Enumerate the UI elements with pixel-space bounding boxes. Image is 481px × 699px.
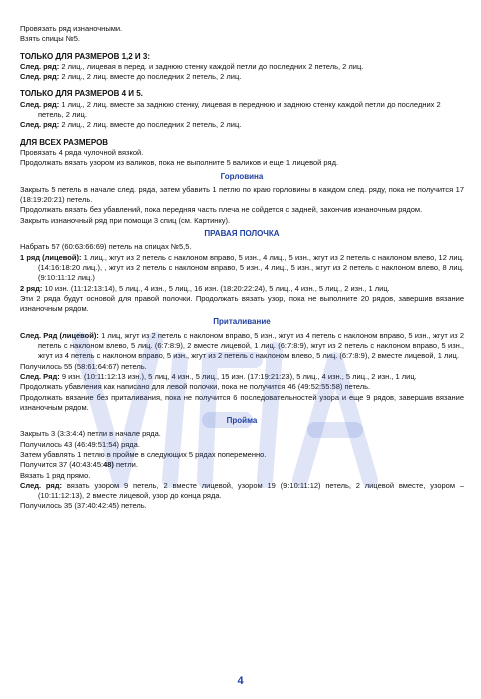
page-number: 4	[237, 675, 244, 687]
row-text: 2 лиц., 2 лиц. вместе до последних 2 петель, 2 лиц.	[61, 120, 242, 130]
instruction-row	[20, 120, 464, 130]
section-heading-sizes-4-5: ТОЛЬКО ДЛЯ РАЗМЕРОВ 4 И 5.	[20, 89, 143, 99]
instruction-row	[20, 331, 464, 362]
row-label: След. ряд:	[20, 72, 60, 82]
row-label: След. ряд:	[20, 61, 60, 71]
paragraph: Продолжать вязание без приталивания, пока не получится 6 последовательностей узора и еще 9 рядов, завершив вязание изнаночным рядом.	[20, 392, 464, 412]
paragraph: Вязать 1 ряд прямо.	[20, 470, 91, 480]
section-heading-all-sizes: ДЛЯ ВСЕХ РАЗМЕРОВ	[20, 137, 109, 147]
section-title-armhole: Пройма	[226, 416, 258, 426]
instruction-row	[20, 72, 464, 82]
row-label: След. ряд:	[20, 480, 63, 490]
paragraph: Закрыть 5 петель в начале след. ряда, затем убавить 1 петлю по краю горловины в каждом след. ряду, пока не получится 17 (18:19:20:21) петель.	[20, 184, 464, 205]
row-label: 2 ряд:	[20, 283, 43, 293]
row-label: След. Ряд (лицевой):	[20, 330, 99, 340]
row-text: 9 изн. (10:11:12:13 изн.), 5 лиц, 4 изн., 5 лиц., 15 изн. (17:19:21:23), 5 лиц., 4 изн., 5 лиц., 2 изн., 1 лиц.	[61, 371, 417, 381]
instruction-row	[20, 253, 464, 284]
section-title-neckline: Горловина	[220, 171, 264, 181]
text-fragment: Получится 37 (40:43:45:	[20, 460, 104, 470]
paragraph: Закрыть изнаночный ряд при помощи 3 спиц (см. Картинку).	[20, 215, 231, 225]
section-title-shaping: Приталивание	[213, 317, 271, 327]
paragraph: Получилось 43 (46:49:51:54) ряда.	[20, 439, 140, 449]
paragraph: Получилось 35 (37:40:42:45) петель.	[20, 501, 147, 511]
paragraph: Провязать 4 ряда чулочной вязкой.	[20, 147, 144, 157]
row-text: 2 лиц., 2 лиц. вместе до последних 2 петель, 2 лиц.	[61, 72, 242, 82]
row-text: 1 лиц, жгут из 2 петель с наклоном вправо, 5 изн., жгут из 4 петель с наклоном вправо, 5 изн., жгут из 2 петель с наклоном влево, 5 лиц. (6:7:8:9), 2 вместе лицевой, 1 лиц. (6:7:8:9), жгут из 2 петель с наклоном вправо, 5 изн., жгут из 4 петель с наклоном вправо, 5 изн., жгут из 2 петель с наклоном влево, 5 лиц. (6:7:8:9), 2 вместе лицевой, 1 лиц.	[38, 330, 464, 361]
paragraph: Закрыть 3 (3:3:4:4) петли в начале ряда.	[20, 429, 161, 439]
instruction-row	[20, 372, 464, 382]
instruction-row	[20, 100, 464, 121]
row-text: 1 лиц., жгут из 2 петель с наклоном вправо, 5 изн., 4 лиц., 5 изн., жгут из 2 петель с наклоном влево, 12 лиц. (14:16:18:20 лиц.), , жгут из 2 петель с наклоном вправо, 5 изн., 4 лиц., 5 изн., жгут из 2 петель с наклоном влево, 8 лиц. (9:10:11:12 лиц.)	[38, 252, 464, 283]
row-text: 10 изн. (11:12:13:14), 5 лиц., 4 изн., 5 лиц., 16 изн. (18:20:22:24), 5 лиц., 4 изн., 5 лиц., 2 изн., 1 лиц.	[44, 283, 390, 293]
paragraph: Набрать 57 (60:63:66:69) петель на спицах №5,5.	[20, 242, 192, 252]
section-heading-sizes-1-2-3: ТОЛЬКО ДЛЯ РАЗМЕРОВ 1,2 И 3:	[20, 51, 150, 61]
intro-line: Взять спицы №5.	[20, 34, 80, 44]
instruction-row	[20, 284, 464, 294]
row-label: След. Ряд:	[20, 371, 60, 381]
handwritten-correction: 48)	[103, 460, 114, 470]
row-label: След. ряд:	[20, 99, 60, 109]
row-text: 1 лиц., 2 лиц. вместе за заднюю стенку, лицевая в переднюю и заднюю стенку каждой петли до последних 2 петель, 2 лиц.	[38, 99, 441, 120]
paragraph	[20, 460, 464, 470]
document-body	[20, 24, 464, 512]
paragraph: Продолжать вязать узором из валиков, пока не выполните 5 валиков и еще 1 лицевой ряд.	[20, 158, 339, 168]
paragraph: Эти 2 ряда будут основой для правой полочки. Продолжать вязать узор, пока не выполните 20 рядов, завершив вязание изнаночным рядом.	[20, 293, 464, 314]
intro-line: Провязать ряд изнаночными.	[20, 24, 123, 33]
paragraph: Продолжать убавления как написано для левой полочки, пока не получится 46 (49:52:55:58) петель.	[20, 382, 371, 392]
row-label: След. ряд:	[20, 120, 60, 130]
paragraph: Затем убавлять 1 петлю в пройме в следующих 5 рядах попеременно.	[20, 449, 267, 459]
row-text: 2 лиц., лицевая в перед. и заднюю стенку каждой петли до последних 2 петель, 2 лиц.	[61, 61, 364, 71]
row-text: вязать узором 9 петель, 2 вместе лицевой, узором 19 (9:10:11:12) петель, 2 лицевой вместе, узором – (10:11:12:13), 2 вместе лицевой, узор до конца ряда.	[38, 480, 464, 501]
section-title-right-front: ПРАВАЯ ПОЛОЧКА	[204, 229, 280, 239]
paragraph: Продолжать вязать без убавлений, пока передняя часть плеча не сойдется с задней, закончив изнаночным рядом.	[20, 205, 423, 215]
text-fragment: петли.	[113, 460, 138, 470]
instruction-row	[20, 62, 464, 72]
paragraph: Получилось 55 (58:61:64:67) петель.	[20, 361, 147, 371]
instruction-row	[20, 481, 464, 502]
row-label: 1 ряд (лицевой):	[20, 252, 82, 262]
